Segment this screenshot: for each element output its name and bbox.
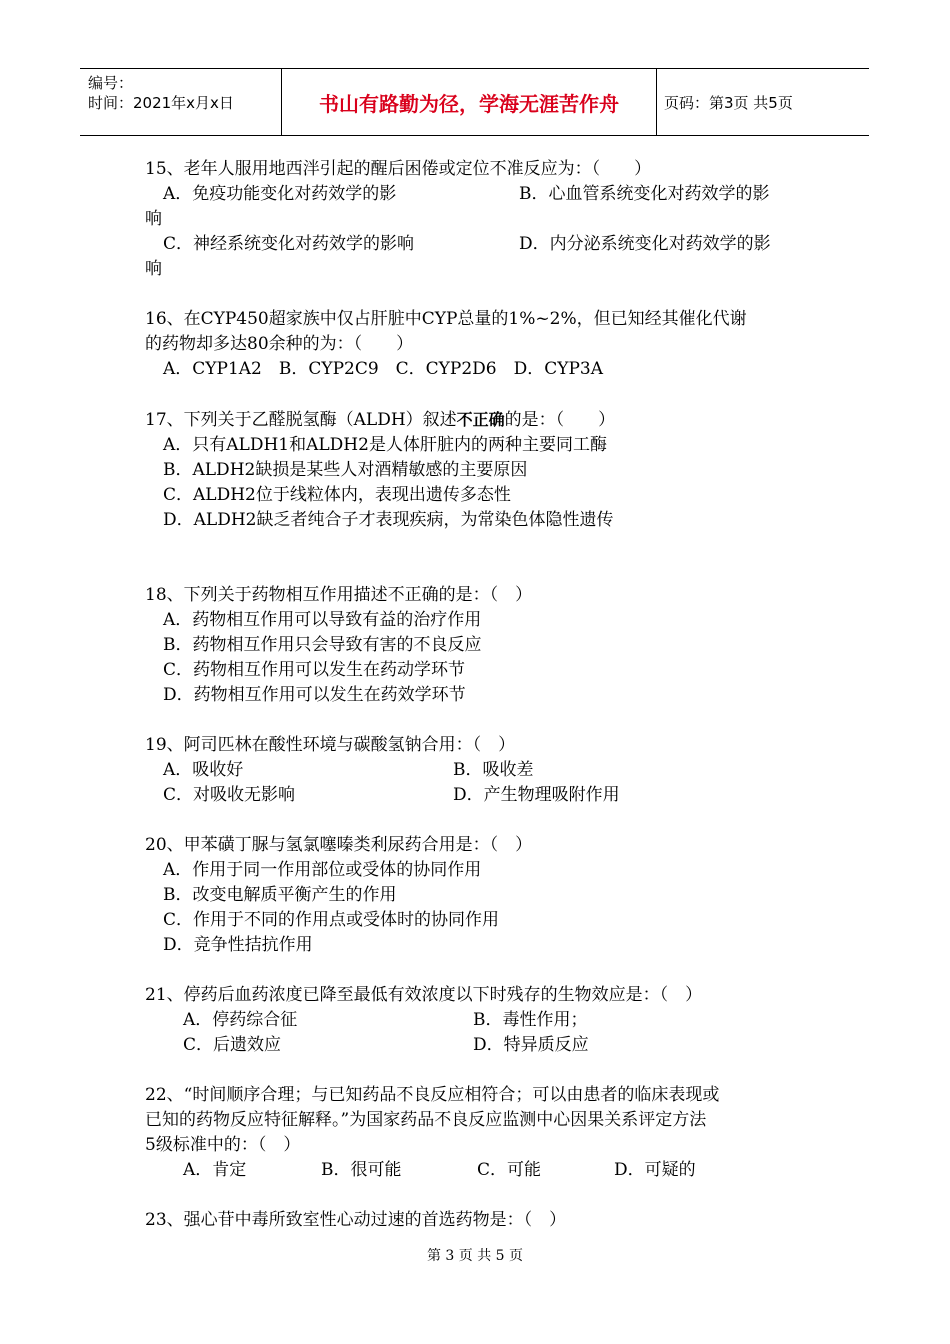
option-wrap: 响: [145, 209, 162, 229]
option-row: [145, 758, 810, 783]
question-list: [145, 157, 810, 1233]
option-b: B．ALDH2缺损是某些人对酒精敏感的主要原因: [163, 460, 528, 480]
number-label: 编号：: [88, 74, 134, 92]
question-21: [145, 983, 810, 1058]
header-page-label: 页码：第3页 共5页: [664, 93, 793, 112]
option-c: C．后遗效应: [183, 1035, 282, 1055]
option-row: [145, 1008, 810, 1033]
question-stem: [145, 407, 810, 433]
option-a: A．免疫功能变化对药效学的影: [163, 184, 397, 204]
option-b: B．吸收差: [453, 760, 534, 780]
option-c: C．ALDH2位于线粒体内，表现出遗传多态性: [163, 485, 511, 505]
header-motto: 书山有路勤为径，学海无涯苦作舟: [281, 69, 657, 135]
option-d: D．竞争性拮抗作用: [163, 935, 313, 955]
option-b: B．很可能: [321, 1160, 402, 1180]
stem-emphasis: 不正确: [456, 410, 505, 429]
option-wrap: 响: [145, 259, 162, 279]
option-row: [145, 783, 810, 808]
question-23: [145, 1208, 810, 1233]
question-22: [145, 1083, 810, 1183]
option-row: [145, 1158, 810, 1183]
question-stem: 18、下列关于药物相互作用描述不正确的是：（ ）: [145, 585, 533, 605]
option-c: C．作用于不同的作用点或受体时的协同作用: [163, 910, 500, 930]
option-a: A．药物相互作用可以导致有益的治疗作用: [163, 610, 482, 630]
question-stem: 15、老年人服用地西泮引起的醒后困倦或定位不准反应为：（ ）: [145, 159, 652, 179]
option-b: B．毒性作用；: [473, 1010, 588, 1030]
header-meta-cell: [80, 69, 281, 135]
question-stem: 21、停药后血药浓度已降至最低有效浓度以下时残存的生物效应是：（ ）: [145, 985, 703, 1005]
question-18: [145, 583, 810, 708]
question-15: [145, 157, 810, 282]
question-16: [145, 307, 810, 382]
options-inline: A．CYP1A2 B．CYP2C9 C．CYP2D6 D．CYP3A: [163, 359, 603, 379]
question-stem: 23、强心苷中毒所致室性心动过速的首选药物是：（ ）: [145, 1210, 567, 1230]
option-b: B．心血管系统变化对药效学的影: [519, 184, 770, 204]
option-d: D．产生物理吸附作用: [453, 785, 620, 805]
option-d: D．内分泌系统变化对药效学的影: [519, 234, 771, 254]
option-b: B．药物相互作用只会导致有害的不良反应: [163, 635, 482, 655]
option-d: D．药物相互作用可以发生在药效学环节: [163, 685, 466, 705]
question-stem-cont: 5级标准中的：（ ）: [145, 1135, 301, 1155]
question-17: [145, 407, 810, 533]
option-b: B．改变电解质平衡产生的作用: [163, 885, 397, 905]
option-c: C．神经系统变化对药效学的影响: [163, 234, 415, 254]
question-stem-cont: 的药物却多达80余种的为：（ ）: [145, 334, 414, 354]
option-row: [145, 1033, 810, 1058]
option-a: A．停药综合征: [183, 1010, 298, 1030]
option-row: [145, 182, 810, 207]
option-a: A．肯定: [183, 1160, 247, 1180]
option-a: A．吸收好: [163, 760, 244, 780]
date-label: 时间：2021年x月x日: [88, 94, 234, 112]
question-stem: 20、甲苯磺丁脲与氢氯噻嗪类利尿药合用是：（ ）: [145, 835, 533, 855]
question-stem: 22、“时间顺序合理；与已知药品不良反应相符合；可以由患者的临床表现或: [145, 1085, 720, 1105]
option-d: D．可疑的: [614, 1160, 696, 1180]
question-stem: 19、阿司匹林在酸性环境与碳酸氢钠合用：（ ）: [145, 735, 516, 755]
question-20: [145, 833, 810, 958]
option-row: [145, 232, 810, 257]
option-c: C．药物相互作用可以发生在药动学环节: [163, 660, 466, 680]
page-header: [80, 68, 869, 136]
option-d: D．特异质反应: [473, 1035, 589, 1055]
question-19: [145, 733, 810, 808]
option-a: A．作用于同一作用部位或受体的协同作用: [163, 860, 482, 880]
page-footer: 第 3 页 共 5 页: [426, 1248, 524, 1264]
stem-text: 17、下列关于乙醛脱氢酶（ALDH）叙述: [145, 410, 457, 430]
question-stem-cont: 已知的药物反应特征解释。”为国家药品不良反应监测中心因果关系评定方法: [145, 1110, 707, 1130]
option-c: C．对吸收无影响: [163, 785, 296, 805]
option-c: C．可能: [477, 1160, 542, 1180]
option-d: D．ALDH2缺乏者纯合子才表现疾病，为常染色体隐性遗传: [163, 510, 614, 530]
option-a: A．只有ALDH1和ALDH2是人体肝脏内的两种主要同工酶: [163, 435, 607, 455]
question-stem: 16、在CYP450超家族中仅占肝脏中CYP总量的1%~2%，但已知经其催化代谢: [145, 309, 747, 329]
stem-text: 的是：（ ）: [504, 410, 616, 430]
